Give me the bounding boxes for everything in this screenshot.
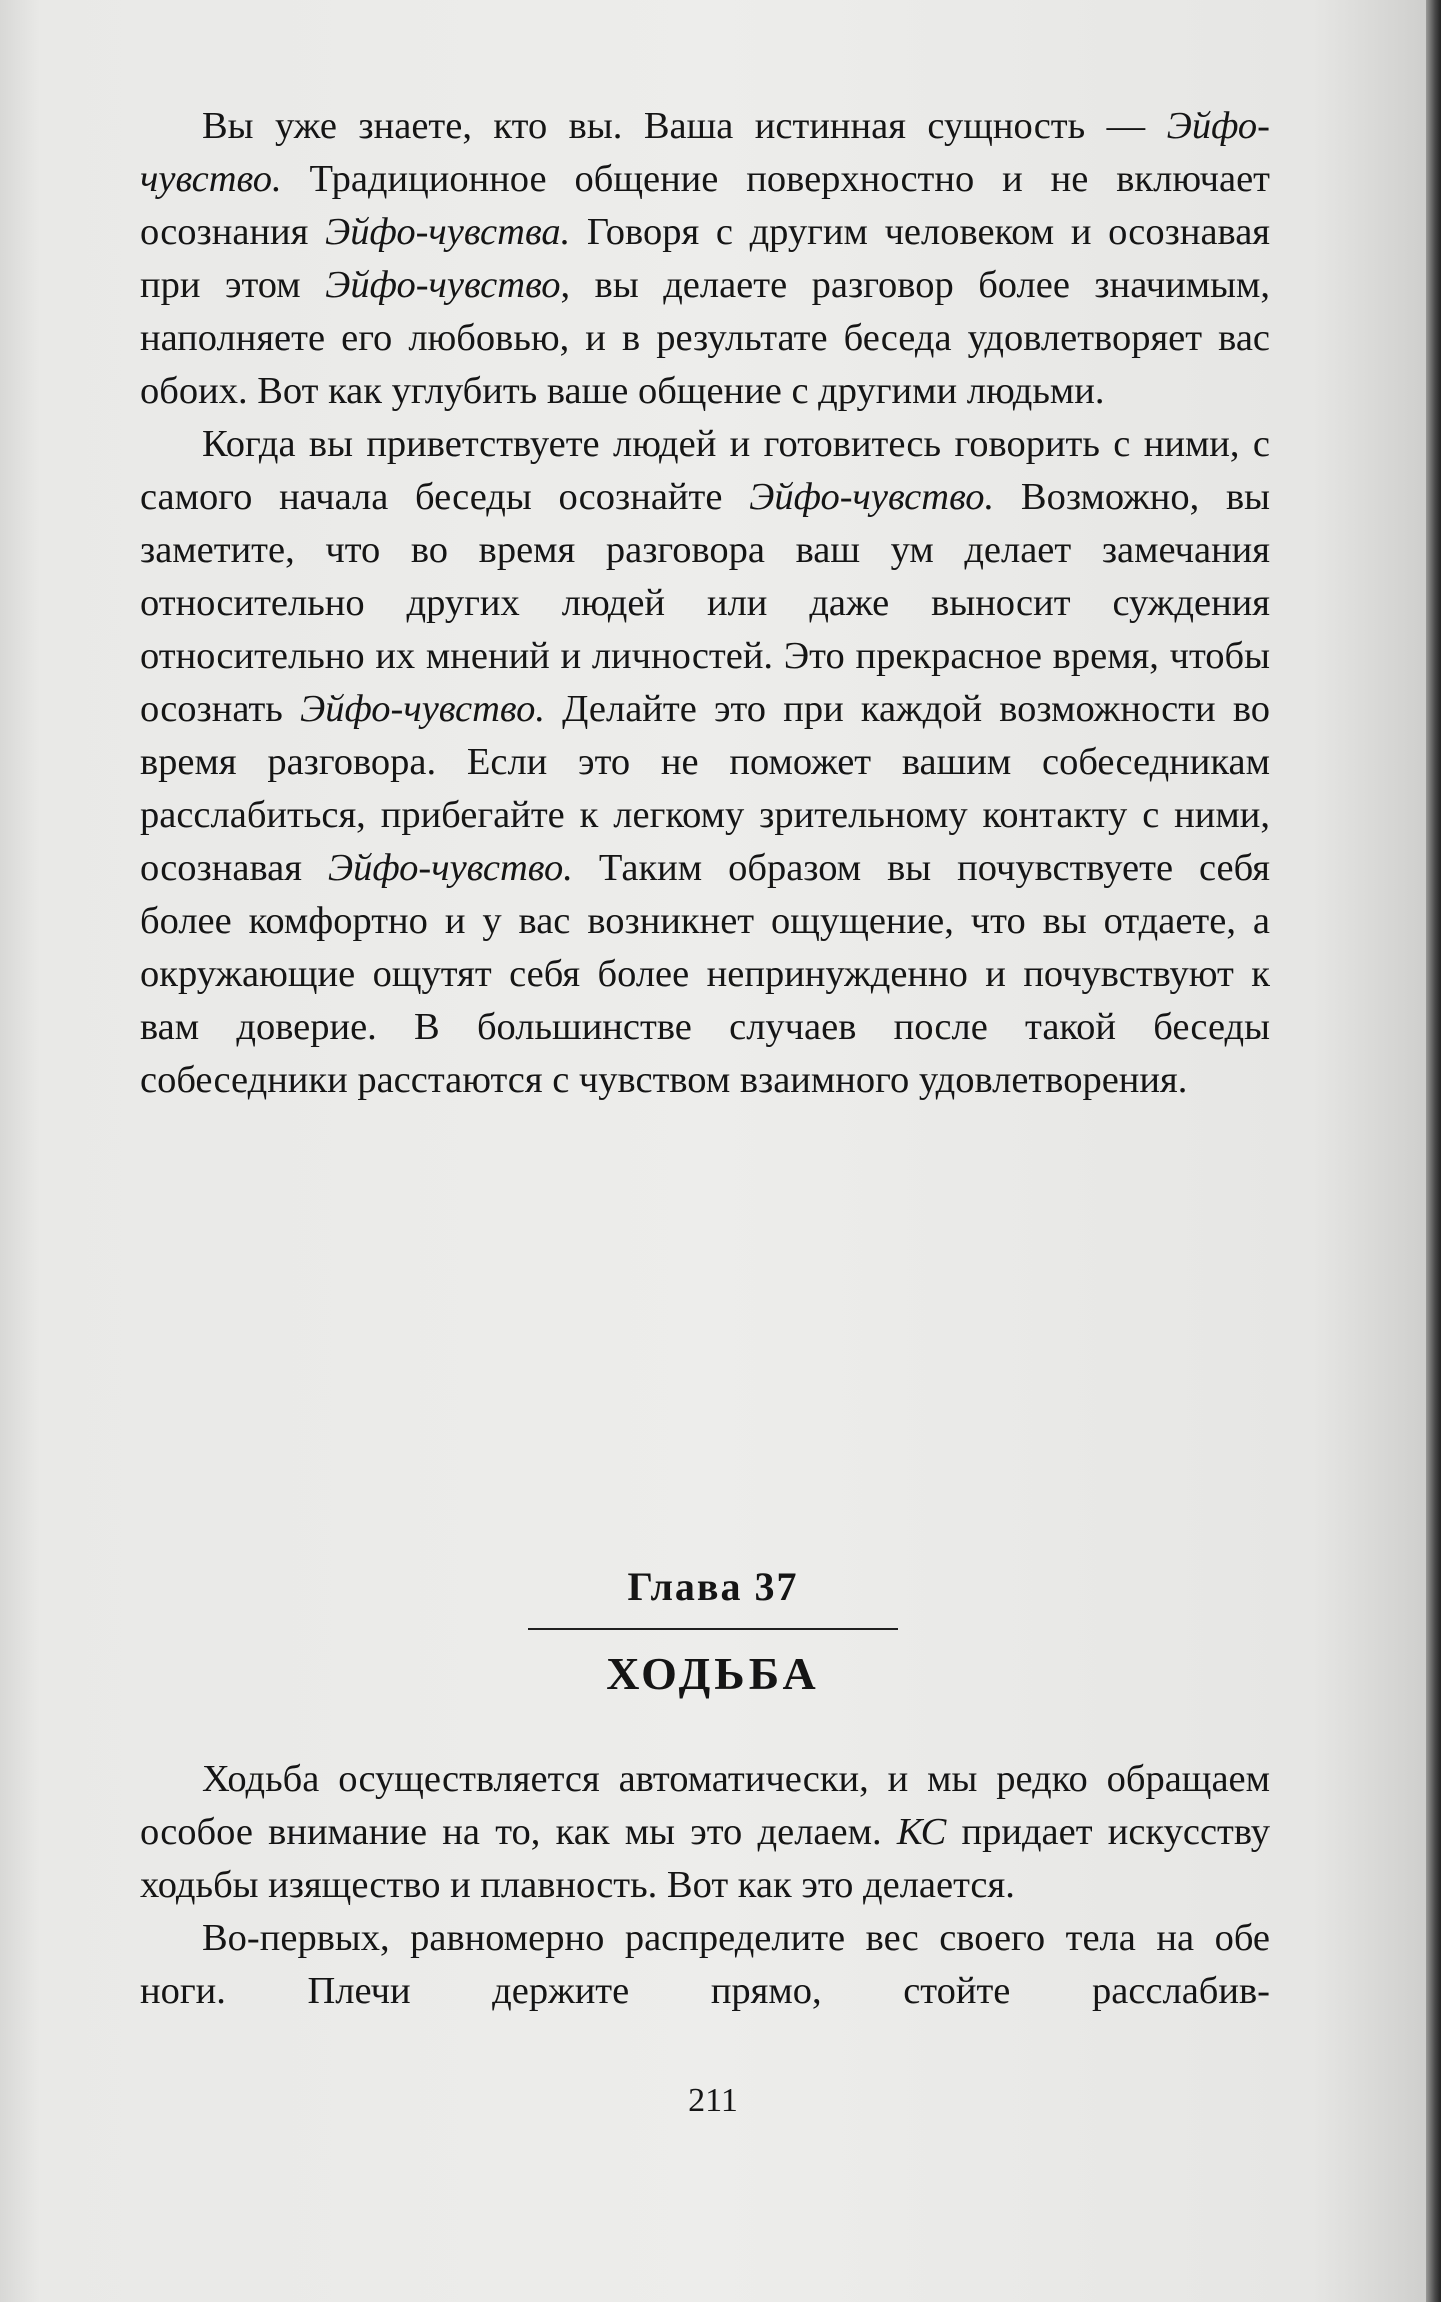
text-run-italic: Эйфо-чувство [325,264,561,306]
text-run: Когда вы приветствуете людей и готовитесь говорить с ними, с самого начала беседы осознайте [140,423,1270,518]
text-run-italic: Эйфо-чувство. [140,105,1270,200]
text-run: Делайте это при каждой возможности во время разговора. Если это не поможет вашим собеседникам расслабиться, прибегайте к легкому зрительному контакту с ними, осознавая [140,688,1270,889]
text-run: Вы уже знаете, кто вы. Ваша истинная сущность — [202,105,1167,147]
paragraph [140,1912,1270,2018]
chapter-number: Глава 37 [627,1564,799,1609]
page-number: 211 [688,2082,738,2119]
text-run-italic: Эйфо-чувство. [327,847,573,889]
text-section-2 [140,1753,1270,2018]
text-run: придает искусству ходьбы изящество и плавность. Вот как это делается. [140,1811,1270,1906]
text-run-italic: Эйфо-чувства. [325,211,571,253]
paragraph [140,418,1270,1107]
text-section-1 [140,100,1270,1107]
text-run-italic: КС [896,1811,947,1853]
text-run: Возможно, вы заметите, что во время разговора ваш ум делает замечания относительно других людей или даже выносит суждения относительно их мнений и личностей. Это прекрасное время, чтобы осознать [140,476,1270,730]
chapter-divider [528,1628,898,1630]
text-run: Во-первых, равномерно распределите вес своего тела на обе ноги. Плечи держите прямо, стойте расслабив- [140,1917,1270,2012]
chapter-title: ХОДЬБА [606,1648,820,1699]
text-run: Ходьба осуществляется автоматически, и мы редко обращаем особое внимание на то, как мы это делаем. [140,1758,1270,1853]
page-edge [1426,0,1441,2302]
text-run: Традиционное общение поверхностно и не включает осознания [140,158,1270,253]
text-run: Говоря с другим человеком и осознавая при этом [140,211,1270,306]
text-run-italic: Эйфо-чувство. [749,476,995,518]
chapter-heading [0,1560,1426,1704]
paragraph [140,1753,1270,1912]
text-run-italic: Эйфо-чувство. [300,688,545,730]
text-run: Таким образом вы почувствуете себя более комфортно и у вас возникнет ощущение, что вы отдаете, а окружающие ощутят себя более непринужденно и почувствуют к вам доверие. В большинстве случаев после такой беседы собеседники расстаются с чувством взаимного удовлетворения. [140,847,1270,1101]
text-run: , вы делаете разговор более значимым, наполняете его любовью, и в результате беседа удовлетворяет вас обоих. Вот как углубить ваше общение с другими людьми. [140,264,1270,412]
paragraph [140,100,1270,418]
